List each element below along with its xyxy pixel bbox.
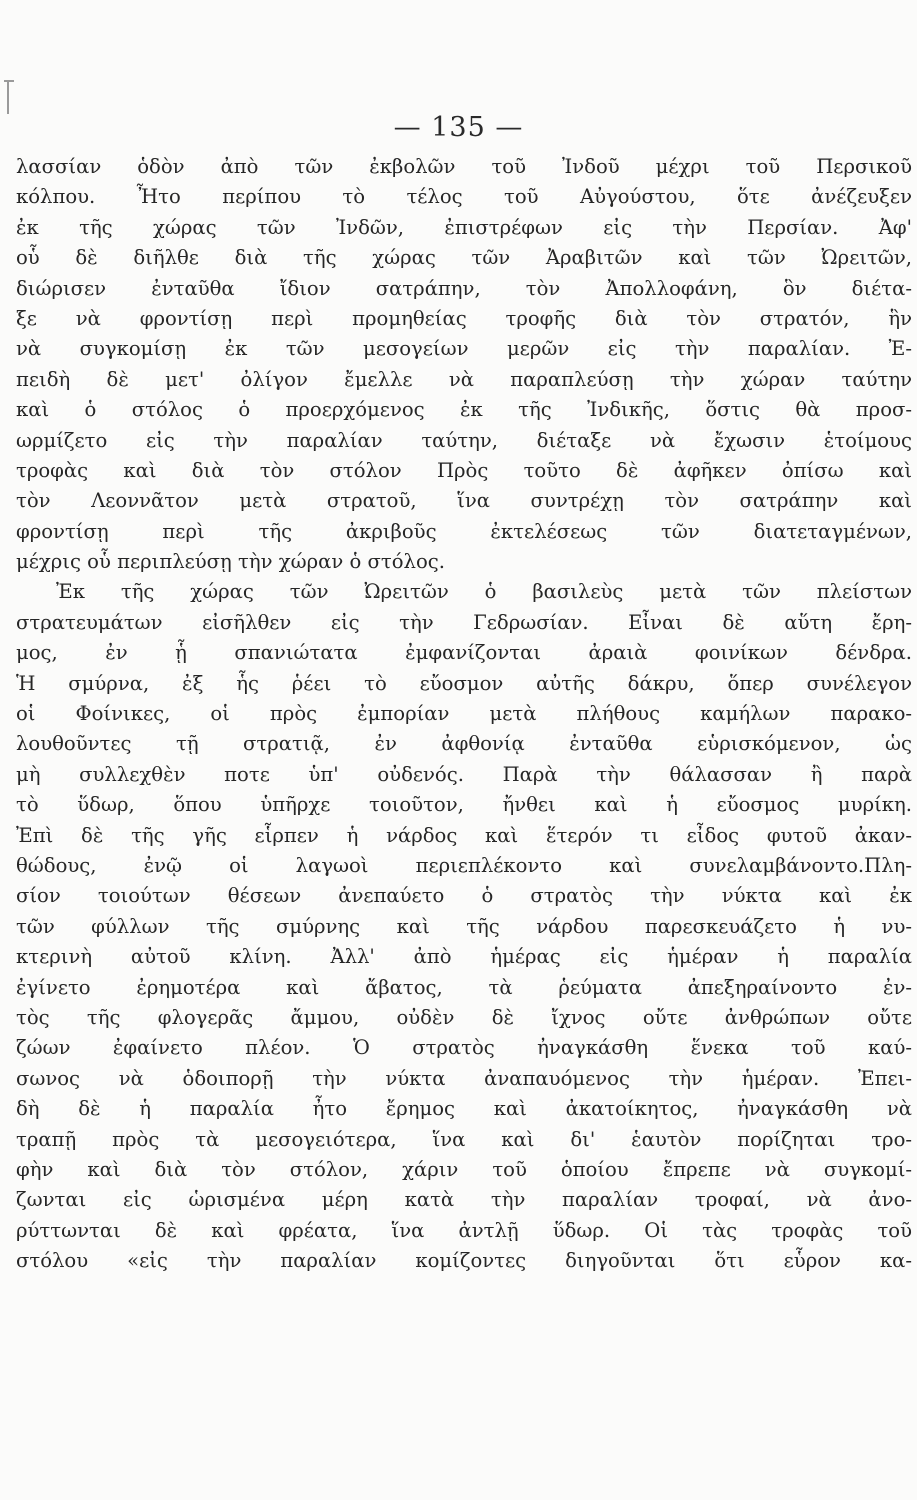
text-line: πειδὴ δὲ μετ' ὀλίγον ἔμελλε νὰ παραπλεύσῃ τὴν χώραν ταύτην (16, 367, 912, 391)
text-line: νὰ συγκομίσῃ ἐκ τῶν μεσογείων μερῶν εἰς τὴν παραλίαν. Ἐ- (16, 337, 912, 361)
text-line: κτερινὴ αὐτοῦ κλίνη. Ἀλλ' ἀπὸ ἡμέρας εἰς ἡμέραν ἡ παραλία (16, 945, 912, 969)
text-line: σωνος νὰ ὁδοιπορῇ τὴν νύκτα ἀναπαυόμενος τὴν ἡμέραν. Ἐπει- (16, 1066, 912, 1090)
text-line: τὸ ὕδωρ, ὅπου ὑπῆρχε τοιοῦτον, ἤνθει καὶ ἡ εὔοσμος μυρίκη. (16, 793, 912, 817)
text-line: λουθοῦντες τῇ στρατιᾷ, ἐν ἀφθονίᾳ ἐνταῦθα εὑρισκόμενον, ὡς (16, 732, 912, 756)
text-line: κόλπου. Ἦτο περίπου τὸ τέλος τοῦ Αὐγούστου, ὅτε ἀνέζευξεν (16, 185, 912, 209)
text-line: Ἡ σμύρνα, ἐξ ἧς ῥέει τὸ εὔοσμον αὐτῆς δάκρυ, ὅπερ συνέλεγον (16, 671, 912, 695)
text-line: στόλου «εἰς τὴν παραλίαν κομίζοντες διηγοῦνται ὅτι εὗρον κα- (16, 1249, 912, 1273)
page-number: — 135 — (393, 112, 524, 143)
text-line: Ἐπὶ δὲ τῆς γῆς εἷρπεν ἡ νάρδος καὶ ἕτερόν τι εἶδος φυτοῦ ἀκαν- (16, 823, 912, 847)
text-line: τῶν φύλλων τῆς σμύρνης καὶ τῆς νάρδου παρεσκευάζετο ἡ νυ- (16, 914, 912, 938)
text-line: τὸς τῆς φλογερᾶς ἄμμου, οὐδὲν δὲ ἴχνος οὔτε ἀνθρώπων οὔτε (16, 1005, 912, 1029)
text-line: τὸν Λεοννᾶτον μετὰ στρατοῦ, ἵνα συντρέχῃ τὸν σατράπην καὶ (16, 489, 912, 513)
text-line: θώδους, ἐνῷ οἱ λαγωοὶ περιεπλέκοντο καὶ συνελαμβάνοντο.Πλη- (16, 853, 912, 877)
text-line: ζωνται εἰς ὡρισμένα μέρη κατὰ τὴν παραλίαν τροφαί, νὰ ἀνο- (16, 1188, 912, 1212)
text-line: λασσίαν ὁδὸν ἀπὸ τῶν ἐκβολῶν τοῦ Ἰνδοῦ μέχρι τοῦ Περσικοῦ (16, 155, 912, 178)
text-line: ξε νὰ φροντίσῃ περὶ προμηθείας τροφῆς διὰ τὸν στρατόν, ἣν (16, 306, 912, 330)
text-line: ζώων ἐφαίνετο πλέον. Ὁ στρατὸς ἠναγκάσθη ἕνεκα τοῦ καύ- (16, 1036, 912, 1060)
body-text (16, 152, 912, 1276)
text-line: ἐκ τῆς χώρας τῶν Ἰνδῶν, ἐπιστρέφων εἰς τὴν Περσίαν. Ἀφ' (16, 215, 912, 239)
text-line: δὴ δὲ ἡ παραλία ἦτο ἔρημος καὶ ἀκατοίκητος, ἠναγκάσθη νὰ (16, 1097, 912, 1121)
text-line: μος, ἐν ᾗ σπανιώτατα ἐμφανίζονται ἀραιὰ φοινίκων δένδρα. (16, 641, 912, 665)
text-line: φὴν καὶ διὰ τὸν στόλον, χάριν τοῦ ὁποίου ἔπρεπε νὰ συγκομί- (16, 1157, 912, 1181)
text-line: σίον τοιούτων θέσεων ἀνεπαύετο ὁ στρατὸς τὴν νύκτα καὶ ἐκ (16, 884, 912, 908)
text-line: καὶ ὁ στόλος ὁ προερχόμενος ἐκ τῆς Ἰνδικῆς, ὅστις θὰ προσ- (16, 398, 912, 422)
paragraph-start-line: Ἐκ τῆς χώρας τῶν Ὠρειτῶν ὁ βασιλεὺς μετὰ τῶν πλείστων (56, 580, 912, 604)
text-line: φροντίσῃ περὶ τῆς ἀκριβοῦς ἐκτελέσεως τῶν διατεταγμένων, (16, 519, 912, 543)
text-line: ἐγίνετο ἐρημοτέρα καὶ ἄβατος, τὰ ῥεύματα ἀπεξηραίνοντο ἐν- (16, 975, 912, 999)
text-line: τροφὰς καὶ διὰ τὸν στόλον Πρὸς τοῦτο δὲ ἀφῆκεν ὀπίσω καὶ (16, 458, 912, 482)
text-line: ωρμίζετο εἰς τὴν παραλίαν ταύτην, διέταξε νὰ ἔχωσιν ἑτοίμους (16, 428, 912, 452)
text-line: μὴ συλλεχθὲν ποτε ὑπ' οὐδενός. Παρὰ τὴν θάλασσαν ἢ παρὰ (16, 762, 912, 786)
text-line: τραπῇ πρὸς τὰ μεσογειότερα, ἵνα καὶ δι' ἑαυτὸν πορίζηται τρο- (16, 1127, 912, 1151)
text-line: οἱ Φοίνικες, οἱ πρὸς ἐμπορίαν μετὰ πλήθους καμήλων παρακο- (16, 702, 912, 726)
text-line: ρύττωνται δὲ καὶ φρέατα, ἵνα ἀντλῇ ὕδωρ. Οἱ τὰς τροφὰς τοῦ (16, 1218, 912, 1242)
text-line: στρατευμάτων εἰσῆλθεν εἰς τὴν Γεδρωσίαν. Εἶναι δὲ αὕτη ἔρη- (16, 610, 912, 634)
text-line: οὗ δὲ διῆλθε διὰ τῆς χώρας τῶν Ἀραβιτῶν καὶ τῶν Ὠρειτῶν, (16, 246, 912, 270)
scan-edge-mark-horizontal (4, 80, 14, 82)
text-line: διώρισεν ἐνταῦθα ἴδιον σατράπην, τὸν Ἀπολλοφάνη, ὃν διέτα- (16, 276, 912, 300)
paragraph-end-line: μέχρις οὗ περιπλεύσῃ τὴν χώραν ὁ στόλος. (16, 550, 445, 574)
scan-edge-mark (7, 80, 9, 114)
